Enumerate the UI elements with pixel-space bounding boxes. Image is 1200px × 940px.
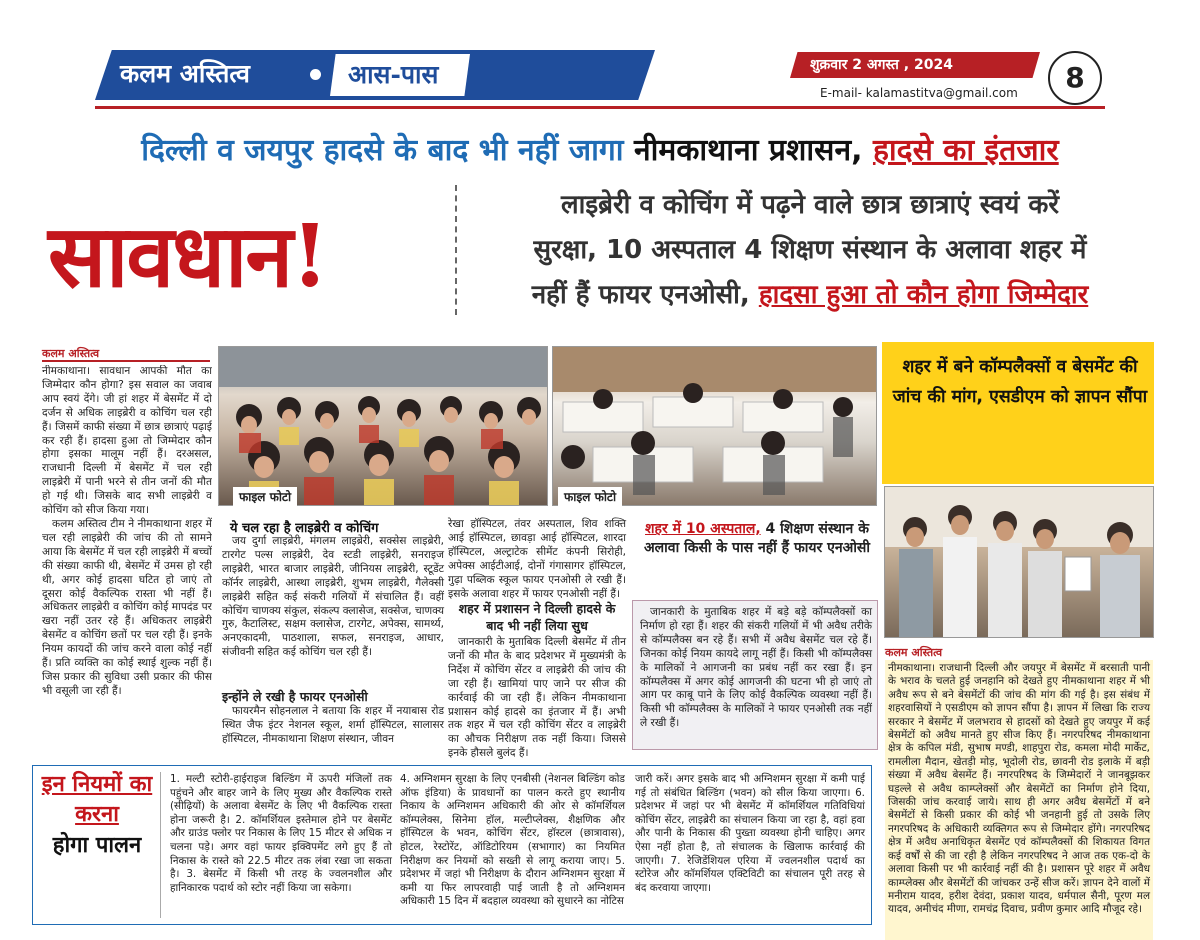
rules-title-red: इन नियमों का करना bbox=[41, 772, 153, 827]
section-name: आस-पास bbox=[348, 60, 439, 89]
page-number: 8 bbox=[1048, 51, 1102, 105]
brand-name: कलम अस्तित्व bbox=[120, 59, 250, 88]
col3-heading: शहर में प्रशासन ने दिल्ली हादसे के बाद भी नहीं लिया सुध bbox=[458, 601, 616, 633]
rules-title bbox=[36, 770, 158, 862]
rules-column-3: जारी करें। अगर इसके बाद भी अग्निशमन सुरक्षा में कमी पाई गई तो संबंधित बिल्डिंग (भवन) को सील किया जाएगा। 6. प्रदेशभर में जहां पर भी बेसमेंट में कॉमर्शियल गतिविधियां कोचिंग सेंटर, लाइब्रेरी का संचालन किया जा रहा है, वहां हवा और पानी के निकास की पुख्ता व्यवस्था होनी चाहिए। अगर ऐसा नहीं होता है, तो संचालक के खिलाफ कार्रवाई की जाएगी। 7. रेजिडेंशियल एरिया में ज्वलनशील पदार्थ का स्टोरेज और कॉमर्शियल एक्टिविटी का संचालन पूरी तरह से बंद करवाया जाएगा। bbox=[635, 773, 865, 894]
photo1-caption: फाइल फोटो bbox=[233, 487, 297, 506]
col1-divider bbox=[42, 360, 210, 362]
col4-heading-red: शहर में 10 अस्पताल, bbox=[645, 521, 761, 537]
col1-article bbox=[42, 365, 212, 775]
right-article bbox=[885, 660, 1153, 940]
study-hall-illustration-icon bbox=[553, 347, 877, 506]
masthead-divider bbox=[95, 106, 1105, 109]
col3-paragraph1: रेखा हॉस्पिटल, तंवर अस्पताल, शिव शक्ति आई हॉस्पिटल, छावड़ा आई हॉस्पिटल, शारदा हॉस्पिटल, अल्ट्राटेक सीमेंट कंपनी सिरोही, अपेक्स आईटीआई, दोनों गंगासागर हॉस्पिटल, गुढ़ा पब्लिक स्कूल फायर एनओसी ले रखी हैं। इसके अलावा शहर में फायर एनओसी नहीं हैं। bbox=[448, 518, 626, 600]
sub-headline-line2: सुरक्षा, 10 अस्पताल 4 शिक्षण संस्थान के अलावा शहर में bbox=[533, 235, 1087, 265]
sub-headline-line1: लाइब्रेरी व कोचिंग में पढ़ने वाले छात्र छात्राएं स्वयं करें bbox=[560, 190, 1060, 220]
library-photo-1 bbox=[218, 346, 548, 506]
rules-title-black: होगा पालन bbox=[52, 833, 142, 858]
rules-divider bbox=[160, 772, 161, 918]
col1-paragraph1: नीमकाथाना। सावधान आपकी मौत का जिम्मेदार कौन होगा? इस सवाल का जवाब आप स्वयं देंगे। जी हां शहर में बेसमेंट में दो दर्जन से अधिक लाइब्रेरी व कोचिंग चल रही हैं। जिसमें काफी संख्या में छात्र छात्राएं पढ़ाई कर रही हैं। हादसा हुआ तो जिम्मेदार कौन होगा इसका मालूम नहीं हैं। दरअसल, राजधानी दिल्ली में बेसमेंट में चल रही लाइब्रेरी में पानी भरने से तीन जनों की मौत हो गई थी। जिसके बाद सभी लाइब्रेरी व कोचिंग को सीज किया गया। bbox=[42, 365, 212, 517]
contact-email: E-mail- kalamastitva@gmail.com bbox=[820, 86, 1018, 100]
col1-paragraph2: कलम अस्तित्व टीम ने नीमकाथाना शहर में चल रही लाइब्रेरी की जांच की तो सामने आया कि बेसमेंट में चल रही लाइब्रेरी में बच्चों की संख्या काफी थी, बेसमेंट में उमस हो रही थी, अगर कोई हादसा घटित हो जाएं तो दूसरा कोई वैकल्पिक रास्ता भी नहीं हैं। अधिकतर लाइब्रेरी व कोचिंग कोई मापदंड पर खरा नहीं उतर रहे हैं। अधिकतर लाइब्रेरी बेसमेंट व कोचिंग छतों पर चल रही हैं। इनके नियम कायदों की जांच करने वाला कोई नहीं हैं। प्रति व्यक्ति का कोई स्थाई शुल्क नहीं हैं। जिस प्रकार की सुविधा उसी प्रकार की फीस भी वसूली जा रही हैं। bbox=[42, 517, 212, 697]
memorandum-headline: शहर में बने कॉम्पलैक्सों व बेसमेंट की जांच की मांग, एसडीएम को ज्ञापन सौंपा bbox=[892, 357, 1148, 407]
issue-date: शुक्रवार 2 अगस्त , 2024 bbox=[810, 57, 953, 73]
col3-paragraph2: जानकारी के मुताबिक दिल्ली बेसमेंट में तीन जनों की मौत के बाद प्रदेशभर में मुख्यमंत्री के निर्देश में कोचिंग सेंटर व लाइब्रेरी की जांच की जा रही हैं। खामियां पाए जाने पर सीज की कार्रवाई की जा रही हैं। लेकिन नीमकाथाना प्रशासन कोई हादसे का इंतजार में हैं। अभी तक शहर में चल रही कोचिंग सेंटर व लाइब्रेरी का औचक निरीक्षण तक नहीं किया। जिससे इनके हौसले बुलंद हैं। bbox=[448, 636, 626, 760]
sub-headline-line3b: हादसा हुआ तो कौन होगा जिम्मेदार bbox=[758, 280, 1089, 310]
rules-column-1: 1. मल्टी स्टोरी-हाईराइज बिल्डिंग में ऊपरी मंजिलों तक पहुंचने और बाहर जाने के लिए मुख्य और वैकल्पिक रास्ते (सीढ़ियों) के अलावा बेसमेंट के लिए भी वैकल्पिक रास्ता होना जरूरी है। 2. कॉमर्शियल इस्तेमाल होने पर बेसमेंट और ग्राउंड फ्लोर पर निकास के लिए 15 मीटर से अधिक न चलना पड़े। अगर वहां फायर इक्विपमेंट लगे हुए हैं तो निकास के रास्ते को 22.5 मीटर तक लंबा रखा जा सकता है। 3. बेसमेंट में किसी भी तरह के ज्वलनशील और हानिकारक पदार्थ को स्टोर नहीं किया जा सकेगा। bbox=[170, 773, 392, 894]
memorandum-photo bbox=[884, 486, 1154, 638]
sub-headline-line3a: नहीं हैं फायर एनओसी, bbox=[531, 280, 759, 310]
sub-headline bbox=[470, 183, 1150, 318]
sub-headline-line3 bbox=[470, 273, 1150, 318]
library-photo-2 bbox=[552, 346, 877, 506]
headline-part3: हादसे का इंतजार bbox=[872, 133, 1059, 168]
col2-heading: ये चल रहा है लाइब्रेरी व कोचिंग bbox=[230, 521, 379, 536]
main-headline bbox=[0, 128, 1200, 169]
savdhan-banner: सावधान! bbox=[48, 206, 327, 307]
rules-column-2: 4. अग्निशमन सुरक्षा के लिए एनबीसी (नेशनल बिल्डिंग कोड ऑफ इंडिया) के प्रावधानों का पालन करते हुए स्थानीय निकाय के अग्निशमन अधिकारी की ओर से कॉमर्शियल कॉम्पलेक्स, सिनेमा हॉल, मल्टीप्लेक्स, शैक्षणिक और हॉस्पिटल के भवन, कोचिंग सेंटर, हॉस्टल (छात्रावास), होटल, रेस्टोरेंट, ऑडिटोरियम (सभागार) का नियमित निरीक्षण कर नियमों को सख्ती से लागू कराया जाए। 5. प्रदेशभर में जहां भी निरीक्षण के दौरान अग्निशमन सुरक्षा में कमी या फिर लापरवाही पाई जाती है तो अग्निशमन अधिकारी 15 दिन में बदहाल व्यवस्था को सुधारने का नोटिस bbox=[400, 773, 625, 908]
col2-paragraph2: फायरमैन सोहनलाल ने बताया कि शहर में नयाबास रोड स्थित जैफ इंटर नेशनल स्कूल, शर्मा हॉस्पिटल, सालासर हॉस्पिटल, नीमकाथाना शिक्षण संस्थान, जीवन bbox=[222, 705, 444, 745]
col1-byline: कलम अस्तित्व bbox=[42, 347, 100, 360]
col4-paragraph: जानकारी के मुताबिक शहर में बड़े बड़े कॉम्पलैक्सों का निर्माण हो रहा हैं। शहर की संकरी गलियों में भी अवैध तरीके से कॉम्पलैक्स बन रहे हैं। सभी में अवैध बेसमेंट चल रहे हैं। जिनका कोई नियम कायदे लागू नहीं हैं। किसी भी कॉम्पलैक्स के मालिकों ने आगजनी का प्रबंध नहीं कर रखा हैं। इन कॉम्पलैक्स में अगर कोई आगजनी की घटना भी हो जाएं तो आग पर काबू पाने के लिए कोई वैकल्पिक व्यवस्था नहीं हैं। किसी भी कॉम्पलैक्स के मालिकों ने फायर एनओसी तक नहीं ले रखी हैं। bbox=[640, 606, 872, 730]
photo2-caption: फाइल फोटो bbox=[558, 487, 622, 506]
col2-paragraph1: जय दुर्गा लाइब्रेरी, मंगलम लाइब्रेरी, सक्सेस लाइब्रेरी, टारगेट पल्स लाइब्रेरी, देव स्टडी लाइब्रेरी, सनराइज लाइब्रेरी, भारत बाजार लाइब्रेरी, जीनियस लाइब्रेरी, स्टूडेंट कॉर्नर लाइब्रेरी, आस्था लाइब्रेरी, शुभम लाइब्रेरी, गैलेक्सी लाइब्रेरी सहित कई संकरी गलियों में संचालित हैं। वहीं कोचिंग चाणक्य संकुल, संकल्प क्लासेज, सक्सेज, चाणक्य गुरु, कैटालिस्ट, सक्षम क्लासेज, टारगेट, अपेक्स, सामर्थ्य, अनएकादमी, पाठशाला, सफल, सनराइज, आधार, संजीवनी सहित कई कोचिंग चल रही हैं। bbox=[222, 535, 444, 659]
headline-part2: नीमकाथाना प्रशासन, bbox=[633, 133, 873, 168]
right-byline: कलम अस्तित्व bbox=[885, 646, 943, 659]
banner-divider bbox=[455, 185, 457, 315]
headline-part1: दिल्ली व जयपुर हादसे के बाद भी नहीं जागा bbox=[141, 133, 634, 168]
col4-heading bbox=[636, 520, 878, 558]
col4-heading-rest: 4 शिक्षण संस्थान के अलावा किसी के पास नहीं हैं फायर एनओसी bbox=[643, 521, 871, 556]
people-group-illustration-icon bbox=[885, 487, 1154, 638]
brand-dot-icon bbox=[310, 69, 321, 80]
students-illustration-icon bbox=[219, 347, 548, 506]
right-paragraph: नीमकाथाना। राजधानी दिल्ली और जयपुर में बेसमेंट में बरसाती पानी के भराव के चलते हुई जनहानि को देखते हुए नीमकाथाना शहर में भी अवैध रूप से बने बेसमेंटों की जांच की मांग की गई है। इस संबंध में शहरवासियों ने एसडीएम को ज्ञापन सौंपा है। ज्ञापन में लिखा कि राज्य सरकार ने बेसमेंट में जलभराव से हादसों को देखते हुए जयपुर में कई बेसमेंटों को अवैध मानते हुए सीज किए हैं। नगरपरिषद नीमकाथाना क्षेत्र के कपिल मंडी, सुभाष मण्डी, शाहपुरा रोड, कमला मोदी मार्केट, रामलीला मैदान, खेतड़ी मोड़, भूदोली रोड, छावनी रोड इलाके में बड़ी संख्या में अवैध बेसमेंट हैं। नगरपरिषद के जिम्मेदारों ने जानबूझकर घड़ल्ले से अवैध काम्प्लेक्सों और बेसमेंटों का निर्माण होने दिया, जिसकी जांच करवाई जाये। साथ ही अगर अवैध बेसमेंटों में बने बेसमेंटों से किसी प्रकार की कोई भी जनहानी हुई तो उसके लिए नगरपरिषद के अधिकारी व्यक्तिगत रूप से जिम्मेदार होंगे। नगरपरिषद क्षेत्र में अवैध अनाधिकृत बेसमेंट एवं कॉम्पलैक्सों की शिकायत विगत कई वर्षों से की जा रही है लेकिन नगरपरिषद ने आज तक एक-दो के अलावा किसी पर भी कार्रवाई नहीं की है। प्रशासन पूरे शहर में अवैध काम्प्लेक्स और बेसमेंटों की जांचकर उन्हें सीज करें। ज्ञापन देने वालों में मनीराम यादव, हरीश देवंदा, प्रकाश यादव, धर्मपाल सैनी, पूरण मल यादव, अमीचंद मीणा, रामचंद्र दिवाच, प्रवीण कुमार आदि मौजूद रहे। bbox=[888, 662, 1150, 916]
col2-heading2: इन्होंने ले रखी है फायर एनओसी bbox=[222, 689, 368, 704]
